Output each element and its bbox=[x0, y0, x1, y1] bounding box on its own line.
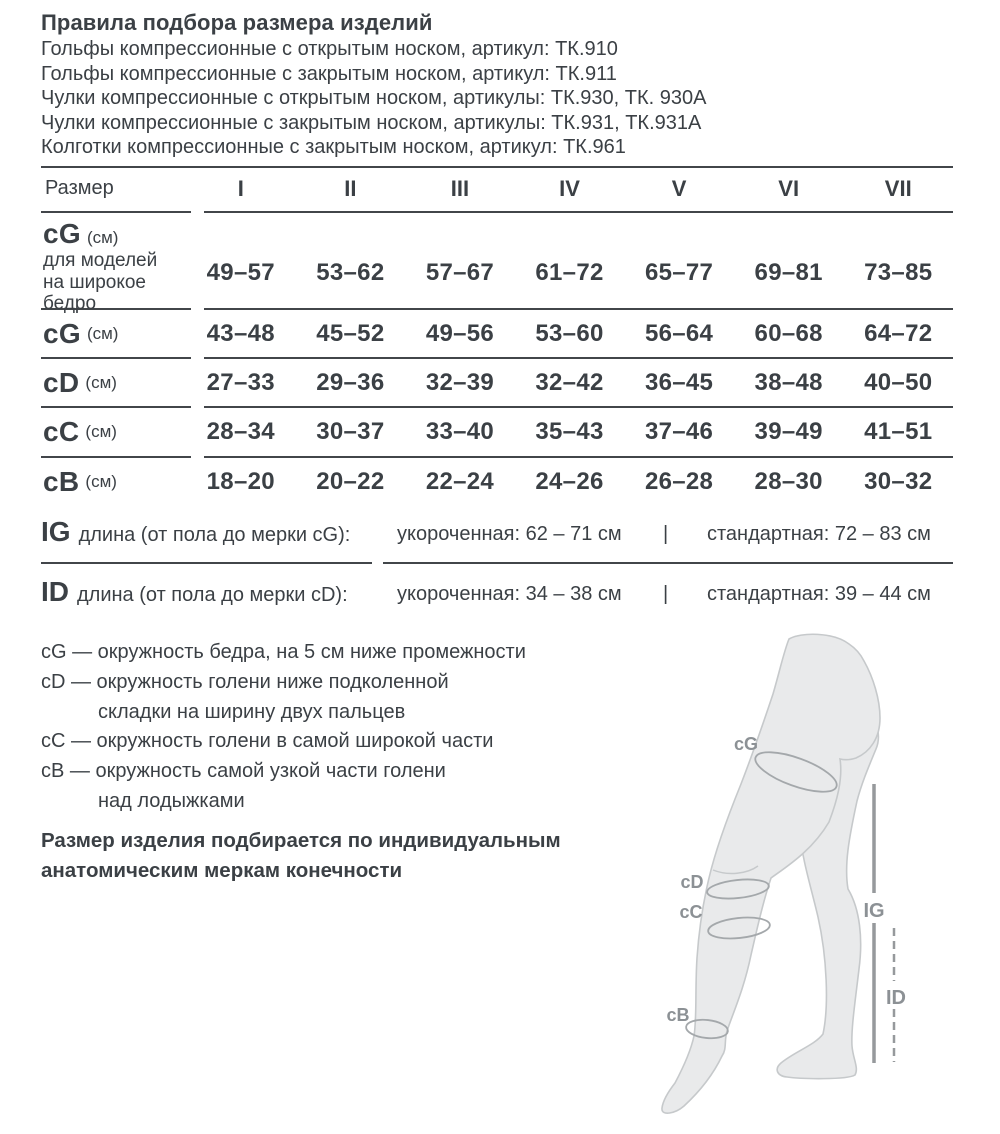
length-description: длина (от пола до мерки cG): bbox=[78, 524, 351, 546]
row-unit: (см) bbox=[86, 228, 119, 247]
row-param: cG bbox=[43, 218, 81, 249]
length-standard-value: стандартная: 72 – 83 см bbox=[707, 523, 931, 545]
measurement-legend bbox=[41, 638, 526, 817]
column-header: VII bbox=[884, 175, 912, 201]
size-value: 56–64 bbox=[644, 319, 714, 347]
size-value: 30–37 bbox=[316, 418, 385, 445]
size-value: 49–56 bbox=[425, 319, 495, 347]
size-value: 57–67 bbox=[425, 259, 495, 286]
cc-label: cC bbox=[679, 902, 703, 922]
legend-line: cB — окружность самой узкой части голени bbox=[41, 760, 446, 783]
column-header: V bbox=[671, 175, 687, 201]
row-label bbox=[41, 213, 186, 314]
legend-line: cG — окружность бедра, на 5 см ниже промежности bbox=[41, 641, 526, 663]
column-header: II bbox=[344, 175, 357, 201]
row-param: cG bbox=[43, 317, 81, 349]
row-param: cD bbox=[43, 366, 80, 398]
table-row bbox=[41, 213, 953, 314]
product-line: Чулки компрессионные с открытым носком, артикулы: ТК.930, ТК. 930А bbox=[41, 87, 707, 109]
size-value: 28–30 bbox=[754, 468, 823, 495]
product-line: Гольфы компрессионные с закрытым носком, артикул: ТК.911 bbox=[41, 62, 617, 85]
page-title: Правила подбора размера изделий bbox=[41, 10, 433, 35]
table-row bbox=[41, 359, 953, 406]
legend-line: над лодыжками bbox=[98, 789, 245, 812]
table-row bbox=[41, 310, 953, 357]
size-value: 32–42 bbox=[535, 368, 604, 396]
size-value: 60–68 bbox=[754, 319, 823, 347]
table-rule bbox=[383, 562, 953, 564]
size-value: 61–72 bbox=[535, 259, 604, 286]
size-value: 26–28 bbox=[644, 468, 714, 495]
size-value: 18–20 bbox=[206, 468, 275, 495]
length-row-id bbox=[41, 576, 953, 612]
size-value: 40–50 bbox=[864, 368, 933, 396]
length-divider: | bbox=[663, 523, 669, 545]
ig-label: IG bbox=[863, 900, 885, 922]
size-value: 22–24 bbox=[425, 468, 495, 495]
size-value: 49–57 bbox=[206, 259, 275, 286]
size-value: 30–32 bbox=[864, 468, 933, 495]
table-header-row bbox=[41, 166, 953, 211]
fitting-note bbox=[41, 826, 561, 886]
size-value: 33–40 bbox=[425, 418, 495, 445]
column-header: III bbox=[450, 175, 470, 201]
size-value: 35–43 bbox=[535, 418, 604, 445]
size-value: 45–52 bbox=[316, 319, 385, 347]
row-param: cC bbox=[43, 416, 80, 447]
legend-line: cC — окружность голени в самой широкой части bbox=[41, 730, 494, 753]
row-sublabel: на широкое bbox=[43, 271, 146, 293]
legend-line: cD — окружность голени ниже подколенной bbox=[41, 670, 449, 693]
cb-label: cB bbox=[666, 1005, 690, 1025]
size-value: 20–22 bbox=[316, 468, 385, 495]
row-unit: (см) bbox=[86, 323, 119, 343]
row-unit: (см) bbox=[85, 472, 117, 491]
id-label: ID bbox=[886, 987, 906, 1009]
row-label bbox=[41, 408, 186, 456]
row-param: cB bbox=[43, 466, 80, 497]
size-value: 24–26 bbox=[535, 468, 604, 495]
size-value: 28–34 bbox=[206, 418, 275, 445]
product-line: Колготки компрессионные с закрытым носком, артикул: ТК.961 bbox=[41, 136, 626, 158]
row-sublabel: бедро bbox=[43, 293, 97, 314]
table-rule bbox=[41, 562, 372, 564]
length-standard-value: стандартная: 39 – 44 см bbox=[707, 583, 931, 605]
note-line: анатомическим меркам конечности bbox=[41, 859, 403, 882]
size-value: 32–39 bbox=[425, 368, 495, 396]
size-value: 29–36 bbox=[316, 368, 385, 396]
row-unit: (см) bbox=[85, 422, 117, 441]
size-value: 69–81 bbox=[754, 259, 823, 286]
size-value: 38–48 bbox=[754, 368, 823, 396]
size-value: 53–62 bbox=[316, 259, 385, 286]
cg-label: cG bbox=[733, 734, 759, 754]
size-value: 64–72 bbox=[864, 319, 933, 347]
product-list bbox=[41, 37, 706, 160]
size-value: 39–49 bbox=[754, 418, 823, 445]
length-short-value: укороченная: 34 – 38 см bbox=[397, 583, 622, 605]
row-label bbox=[41, 458, 186, 506]
length-row-label bbox=[41, 516, 350, 548]
size-value: 73–85 bbox=[864, 259, 933, 286]
size-value: 53–60 bbox=[535, 319, 604, 347]
length-short-value: укороченная: 62 – 71 см bbox=[397, 523, 622, 545]
length-row-ig bbox=[41, 516, 953, 552]
table-row bbox=[41, 408, 953, 456]
row-label bbox=[41, 359, 186, 406]
size-value: 36–45 bbox=[644, 368, 714, 396]
size-value: 43–48 bbox=[206, 319, 275, 347]
row-label bbox=[41, 310, 186, 357]
size-value: 41–51 bbox=[864, 418, 933, 445]
row-sublabel: для моделей bbox=[43, 250, 158, 271]
product-line: Чулки компрессионные с закрытым носком, артикулы: ТК.931, ТК.931А bbox=[41, 111, 702, 134]
table-row bbox=[41, 458, 953, 506]
length-param: IG bbox=[41, 516, 71, 547]
length-param: ID bbox=[41, 576, 69, 607]
column-header: IV bbox=[559, 175, 580, 201]
row-unit: (см) bbox=[85, 372, 117, 392]
size-value: 27–33 bbox=[206, 368, 275, 396]
cd-label: cD bbox=[680, 872, 704, 892]
length-divider: | bbox=[663, 583, 669, 605]
product-line: Гольфы компрессионные с открытым носком, артикул: ТК.910 bbox=[41, 38, 618, 60]
length-description: длина (от пола до мерки cD): bbox=[77, 584, 348, 606]
size-value: 37–46 bbox=[644, 418, 714, 445]
size-header-label: Размер bbox=[45, 177, 114, 199]
legs-measurement-diagram bbox=[600, 620, 1000, 1134]
length-row-label bbox=[41, 576, 348, 608]
legend-line: складки на ширину двух пальцев bbox=[98, 700, 406, 723]
note-line: Размер изделия подбирается по индивидуальным bbox=[41, 829, 561, 852]
column-header: I bbox=[237, 175, 244, 201]
column-header: VI bbox=[778, 175, 800, 201]
size-value: 65–77 bbox=[644, 259, 714, 286]
